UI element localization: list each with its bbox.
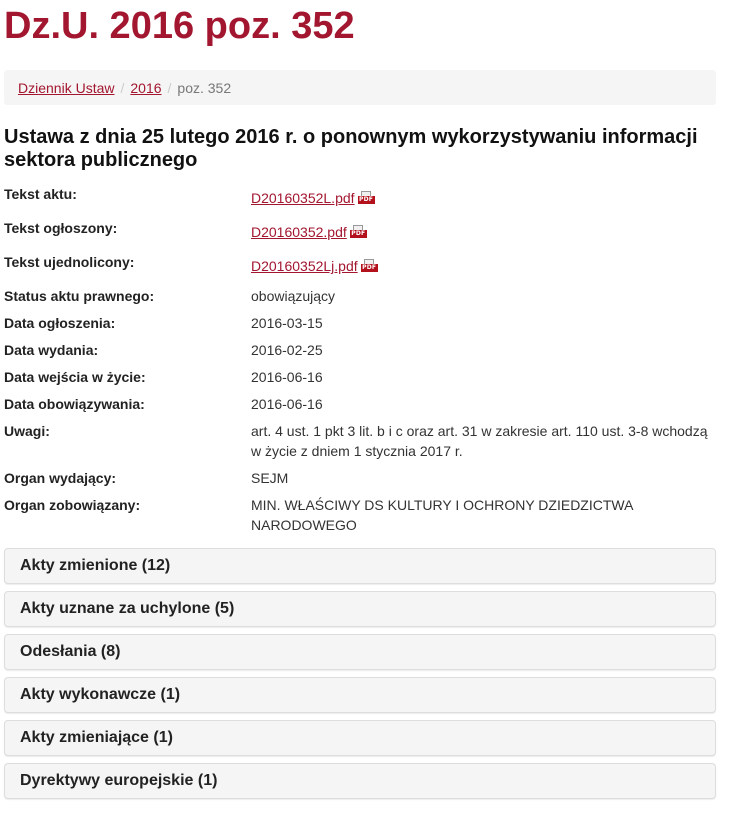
page-title: Dz.U. 2016 poz. 352 bbox=[4, 5, 355, 47]
panel-akty-zmieniajace[interactable]: Akty zmieniające (1) bbox=[4, 720, 716, 756]
detail-label: Data wejścia w życie: bbox=[4, 369, 146, 385]
status-value: obowiązujący bbox=[251, 288, 336, 304]
panel-odeslania[interactable]: Odesłania (8) bbox=[4, 634, 716, 670]
act-title: Ustawa z dnia 25 lutego 2016 r. o ponownym wykorzystywaniu informacji sektora publicznego bbox=[4, 126, 698, 171]
detail-label: Tekst aktu: bbox=[4, 186, 77, 202]
detail-value bbox=[251, 188, 721, 208]
breadcrumb bbox=[4, 70, 716, 105]
detail-label: Data wydania: bbox=[4, 342, 99, 358]
date-value: 2016-06-16 bbox=[251, 396, 323, 412]
pdf-link-tekst-aktu[interactable]: D20160352L.pdf bbox=[251, 190, 355, 206]
obligated-value: MIN. WŁAŚCIWY DS KULTURY I OCHRONY DZIEDZICTWA NARODOWEGO bbox=[251, 497, 633, 533]
detail-label: Organ zobowiązany: bbox=[4, 497, 141, 513]
detail-label: Data obowiązywania: bbox=[4, 396, 145, 412]
pdf-icon[interactable]: PDF bbox=[350, 225, 367, 239]
date-value: 2016-03-15 bbox=[251, 315, 323, 331]
panel-akty-zmienione[interactable]: Akty zmienione (12) bbox=[4, 548, 716, 584]
date-value: 2016-02-25 bbox=[251, 342, 323, 358]
detail-label: Tekst ogłoszony: bbox=[4, 220, 118, 236]
breadcrumb-link-year[interactable]: 2016 bbox=[130, 79, 162, 96]
detail-label: Tekst ujednolicony: bbox=[4, 254, 135, 270]
pdf-link-tekst-ogloszony[interactable]: D20160352.pdf bbox=[251, 224, 347, 240]
breadcrumb-separator: / bbox=[120, 79, 125, 96]
panel-akty-wykonawcze[interactable]: Akty wykonawcze (1) bbox=[4, 677, 716, 713]
breadcrumb-current: poz. 352 bbox=[177, 79, 232, 96]
issuer-value: SEJM bbox=[251, 470, 289, 486]
pdf-icon[interactable]: PDF bbox=[358, 191, 375, 205]
detail-label: Status aktu prawnego: bbox=[4, 288, 155, 304]
detail-label: Organ wydający: bbox=[4, 470, 117, 486]
date-value: 2016-06-16 bbox=[251, 369, 323, 385]
detail-value bbox=[251, 256, 721, 276]
panel-dyrektywy-europejskie[interactable]: Dyrektywy europejskie (1) bbox=[4, 763, 716, 799]
detail-label: Data ogłoszenia: bbox=[4, 315, 116, 331]
detail-value bbox=[251, 222, 721, 242]
notes-value: art. 4 ust. 1 pkt 3 lit. b i c oraz art. 31 w zakresie art. 110 ust. 3-8 wchodzą w życie z dniem 1 stycznia 2017 r. bbox=[251, 423, 708, 459]
panel-akty-uznane-za-uchylone[interactable]: Akty uznane za uchylone (5) bbox=[4, 591, 716, 627]
detail-label: Uwagi: bbox=[4, 423, 50, 439]
breadcrumb-separator: / bbox=[167, 79, 172, 96]
pdf-link-tekst-ujednolicony[interactable]: D20160352Lj.pdf bbox=[251, 258, 358, 274]
breadcrumb-link-dziennik-ustaw[interactable]: Dziennik Ustaw bbox=[18, 79, 115, 96]
pdf-icon[interactable]: PDF bbox=[361, 259, 378, 273]
